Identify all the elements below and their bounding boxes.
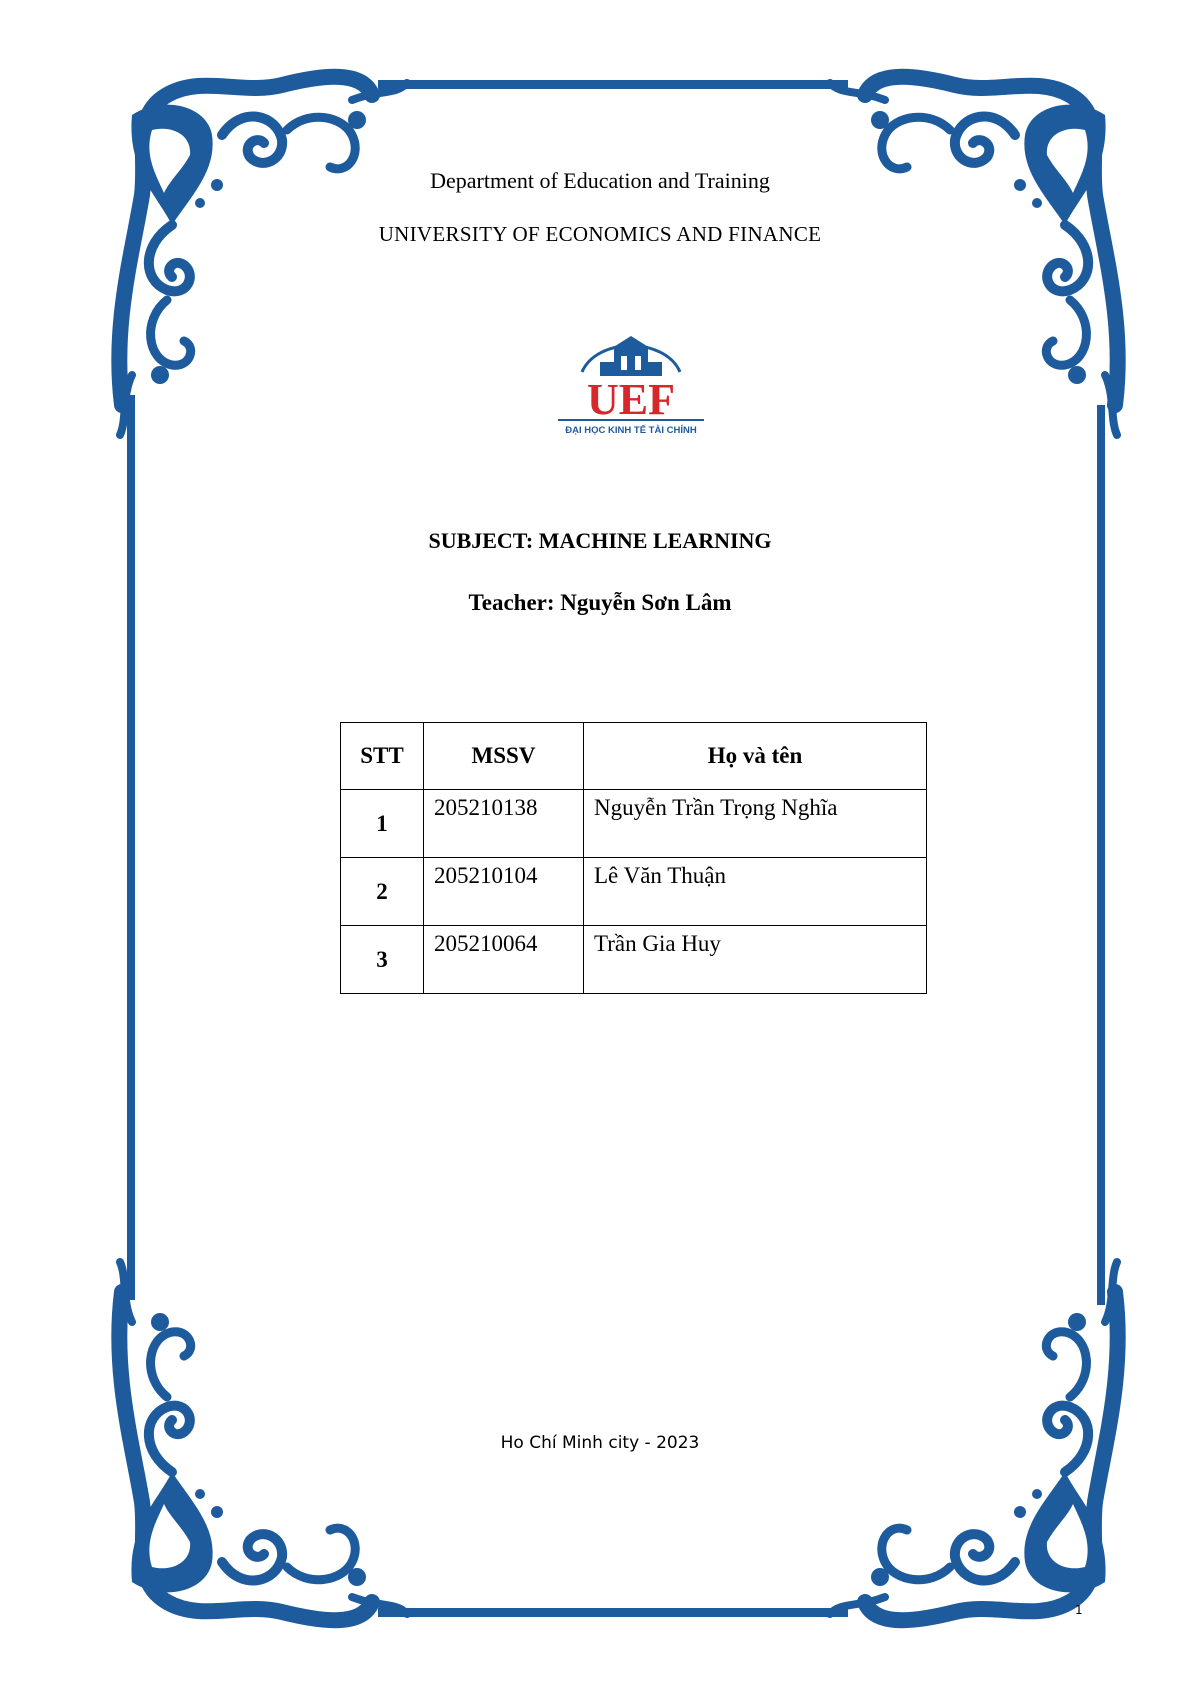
corner-ornament-top-right xyxy=(830,77,1118,435)
cell-stt: 3 xyxy=(341,926,424,994)
student-table xyxy=(340,722,927,994)
cell-mssv: 205210104 xyxy=(424,858,584,926)
logo-subtitle: ĐẠI HỌC KINH TẾ TÀI CHÍNH xyxy=(565,425,697,436)
footer-location-year: Ho Chí Minh city - 2023 xyxy=(500,1433,700,1453)
table-row xyxy=(341,790,927,858)
border-top-bar xyxy=(378,80,848,89)
table-header-row xyxy=(341,723,927,790)
page-number: 1 xyxy=(1075,1603,1083,1617)
header-mssv: MSSV xyxy=(424,723,584,790)
cell-name: Trần Gia Huy xyxy=(584,926,927,994)
university-heading: UNIVERSITY OF ECONOMICS AND FINANCE xyxy=(378,222,822,246)
subject-title: SUBJECT: MACHINE LEARNING xyxy=(428,528,772,553)
cell-stt: 1 xyxy=(341,790,424,858)
cell-name: Nguyễn Trần Trọng Nghĩa xyxy=(584,790,927,858)
teacher-name: Teacher: Nguyễn Sơn Lâm xyxy=(468,590,732,615)
corner-ornament-top-left xyxy=(119,77,407,435)
building-icon xyxy=(582,336,680,376)
department-heading: Department of Education and Training xyxy=(430,168,770,193)
border-bottom-bar xyxy=(378,1608,848,1617)
uef-logo xyxy=(552,332,710,442)
header-name: Họ và tên xyxy=(584,723,927,790)
cell-mssv: 205210138 xyxy=(424,790,584,858)
header-stt: STT xyxy=(341,723,424,790)
cell-name: Lê Văn Thuận xyxy=(584,858,927,926)
logo-wordmark: UEF xyxy=(587,375,675,424)
table-row xyxy=(341,926,927,994)
cell-mssv: 205210064 xyxy=(424,926,584,994)
table-row xyxy=(341,858,927,926)
cell-stt: 2 xyxy=(341,858,424,926)
